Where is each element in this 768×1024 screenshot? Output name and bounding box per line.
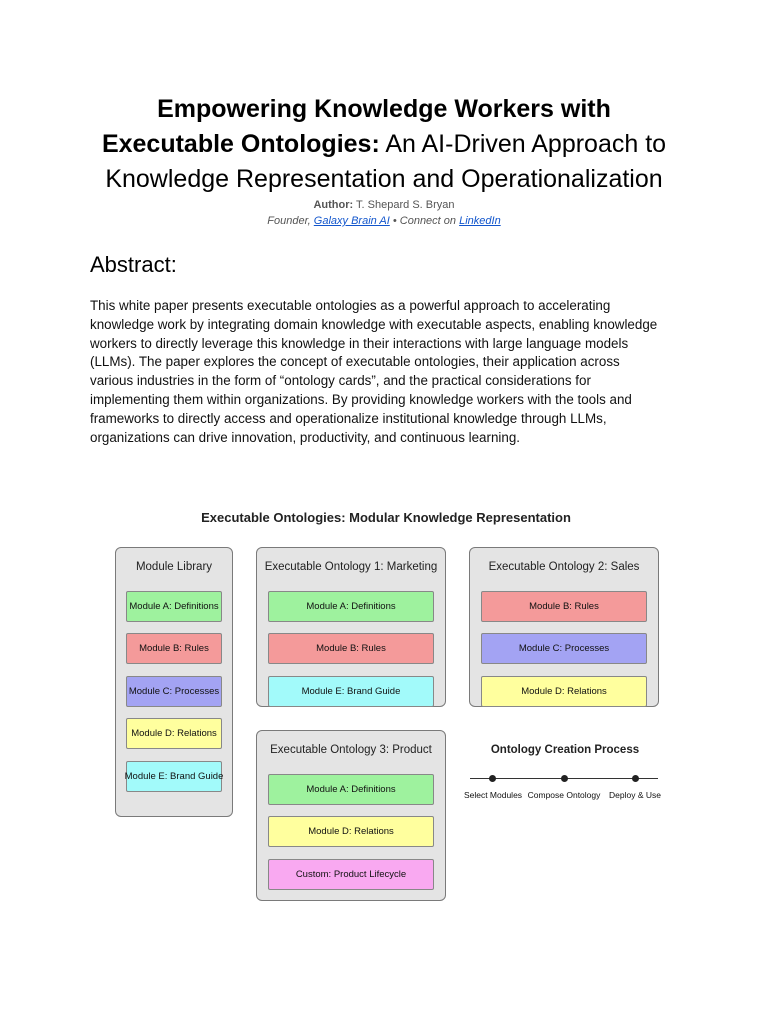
module-rules: Module B: Rules (268, 633, 434, 664)
author-name: T. Shepard S. Bryan (353, 199, 455, 211)
step-dot-icon (489, 775, 496, 782)
author-label: Author: (313, 199, 354, 211)
step-dot-icon (632, 775, 639, 782)
custom-product-lifecycle: Custom: Product Lifecycle (268, 859, 434, 890)
abstract-line: various industries in the form of “ontology cards”, and the practical considerations for (90, 373, 591, 389)
abstract-line: workers to directly leverage this knowledge in their interactions with large language models (90, 335, 629, 351)
company-link[interactable]: Galaxy Brain AI (313, 215, 390, 227)
module-processes: Module C: Processes (481, 633, 647, 664)
abstract-line: This white paper presents executable ontologies as a powerful approach to accelerating (90, 298, 611, 313)
module-relations: Module D: Relations (481, 676, 647, 707)
module-library-title: Module Library (135, 561, 213, 573)
module-definitions: Module A: Definitions (126, 591, 222, 622)
ontology-sales-title: Executable Ontology 2: Sales (488, 561, 640, 573)
figure-title: Executable Ontologies: Modular Knowledge Representation (201, 510, 571, 525)
module-rules: Module B: Rules (481, 591, 647, 622)
founder-prefix: Founder, (267, 215, 314, 227)
abstract-line: organizations can drive innovation, productivity, and continuous learning. (90, 429, 521, 445)
module-relations: Module D: Relations (268, 816, 434, 847)
ontology-product-title: Executable Ontology 3: Product (270, 744, 432, 756)
module-brand-guide: Module E: Brand Guide (268, 676, 434, 707)
abstract-line: knowledge work by integrating domain knowledge with executable aspects, enabling knowledge (90, 316, 658, 332)
abstract-heading: Abstract: (90, 252, 177, 277)
abstract-body (90, 297, 690, 447)
module-definitions: Module A: Definitions (268, 591, 434, 622)
ontology-sales-panel (469, 547, 659, 707)
title-bold-part: Executable Ontologies: (101, 130, 380, 158)
step-deploy-use: Deploy & Use (609, 790, 661, 800)
module-rules: Module B: Rules (126, 633, 222, 664)
ontology-product-panel (256, 730, 446, 901)
module-relations: Module D: Relations (126, 718, 222, 749)
paper-title (40, 92, 728, 197)
abstract-line: (LLMs). The paper explores the concept of executable ontologies, their application across (90, 354, 620, 370)
author-line (0, 199, 768, 211)
abstract-line: frameworks to directly access and operationalize institutional knowledge through LLMs, (90, 410, 607, 426)
abstract-line: implementing them within organizations. By providing knowledge workers with the tools and (90, 391, 632, 407)
step-dot-icon (561, 775, 568, 782)
ontology-marketing-panel (256, 547, 446, 707)
connect-text: • Connect on (389, 215, 460, 227)
module-brand-guide: Module E: Brand Guide (126, 761, 222, 792)
title-line-3: Knowledge Representation and Operationalization (105, 165, 663, 193)
process-title: Ontology Creation Process (490, 744, 640, 756)
step-select-modules: Select Modules (463, 790, 523, 800)
founder-line (0, 215, 768, 227)
module-library-panel (115, 547, 233, 817)
linkedin-link[interactable]: LinkedIn (459, 215, 501, 227)
step-compose-ontology: Compose Ontology (527, 790, 601, 800)
module-definitions: Module A: Definitions (268, 774, 434, 805)
module-processes: Module C: Processes (126, 676, 222, 707)
title-line-1: Empowering Knowledge Workers with (157, 95, 611, 123)
ontology-marketing-title: Executable Ontology 1: Marketing (264, 561, 438, 573)
title-subtitle-part: An AI-Driven Approach to (379, 130, 667, 158)
